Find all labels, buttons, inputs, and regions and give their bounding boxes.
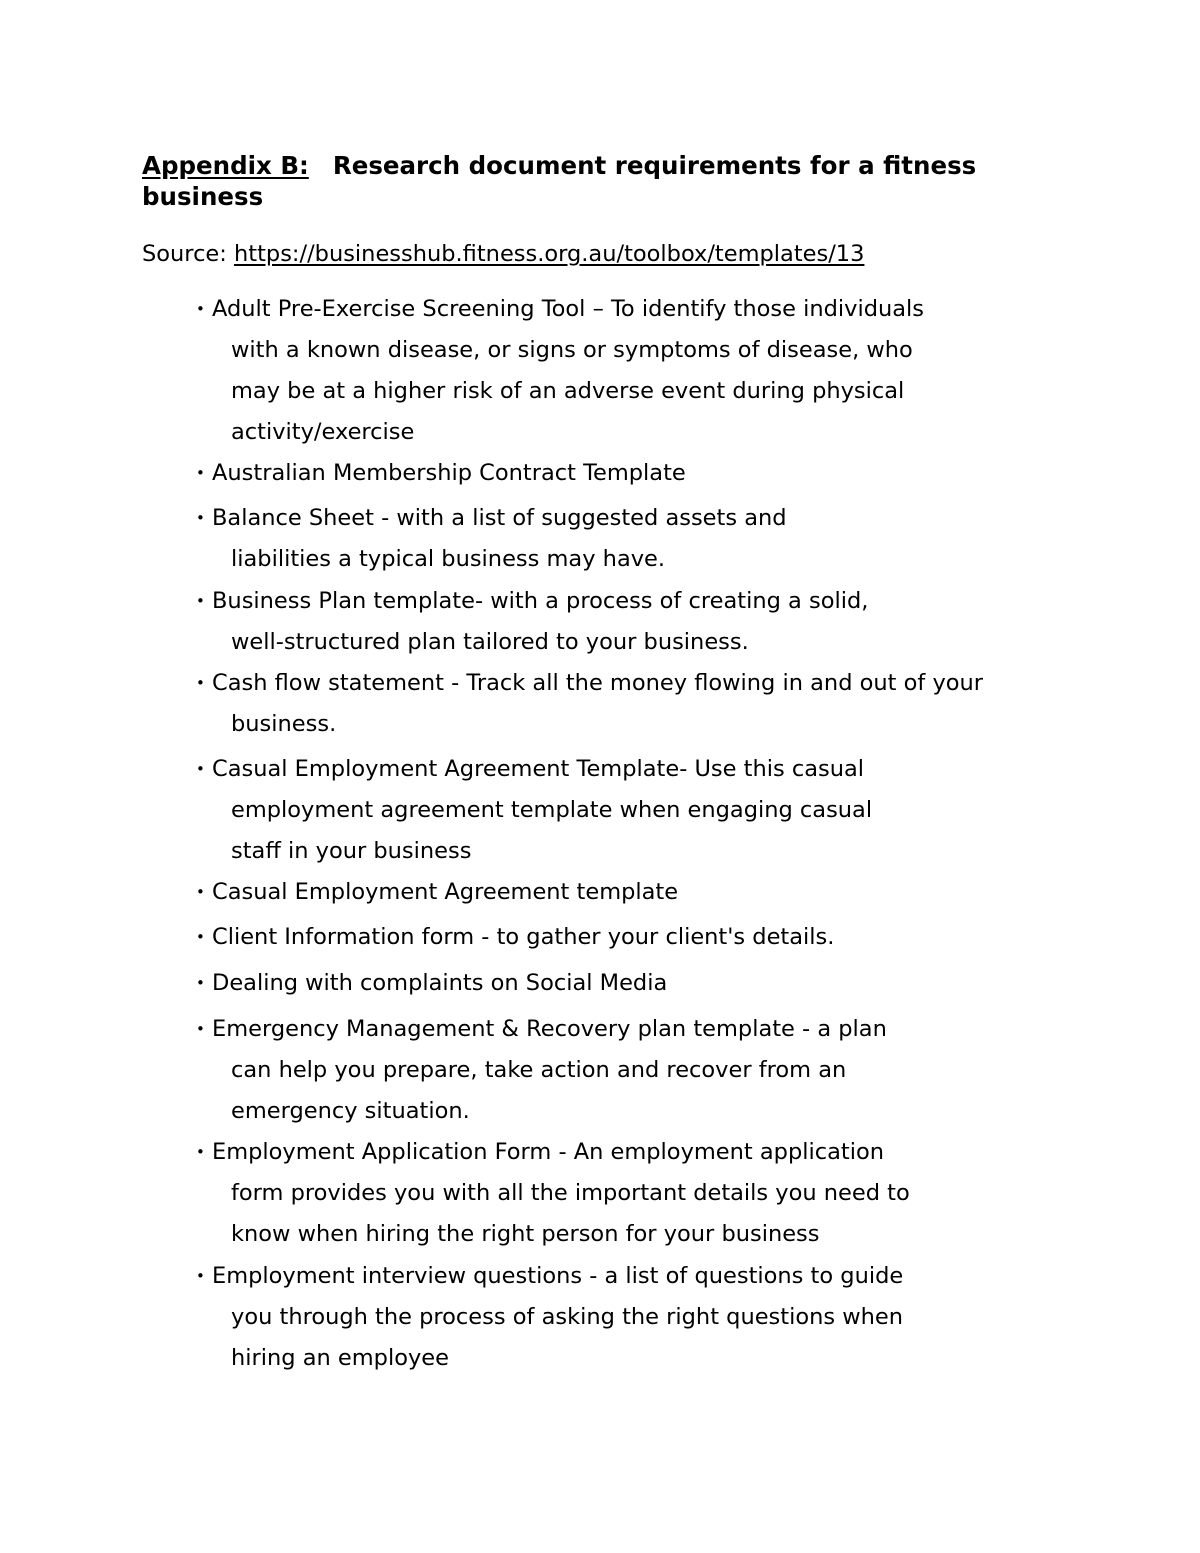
appendix-label: Appendix B: (142, 151, 309, 180)
list-item-text: Balance Sheet - with a list of suggested assets and (212, 505, 787, 531)
bullet-icon: • (196, 760, 205, 778)
appendix-heading (142, 150, 1042, 212)
source-line (142, 239, 864, 269)
bullet-icon: • (196, 300, 205, 318)
bullet-icon: • (196, 509, 205, 527)
source-link[interactable]: https://businesshub.fitness.org.au/toolbox/templates/13 (234, 241, 865, 267)
list-item-text: Casual Employment Agreement Template- Use this casual (212, 756, 865, 782)
list-item-continuation: with a known disease, or signs or symptoms of disease, who (231, 337, 913, 363)
list-item-continuation: hiring an employee (231, 1345, 449, 1371)
list-item (196, 663, 1076, 745)
list-item-text: Casual Employment Agreement template (212, 879, 679, 905)
bullet-icon: • (196, 1143, 205, 1161)
list-item-continuation: business. (231, 711, 337, 737)
list-item-continuation: employment agreement template when engaging casual (231, 797, 873, 823)
list-item-continuation: form provides you with all the important details you need to (231, 1180, 910, 1206)
list-item-text: Employment Application Form - An employment application (212, 1139, 885, 1165)
list-item (196, 872, 1076, 913)
list-item (196, 749, 1076, 872)
bullet-icon: • (196, 674, 205, 692)
list-item-continuation: staff in your business (231, 838, 472, 864)
bullet-icon: • (196, 464, 205, 482)
bullet-icon: • (196, 1020, 205, 1038)
heading-title-line1: Research document requirements for a fitness (332, 151, 977, 180)
heading-title-line2: business (142, 182, 264, 211)
list-item-continuation: activity/exercise (231, 419, 415, 445)
list-item-text: Adult Pre-Exercise Screening Tool – To identify those individuals (212, 296, 925, 322)
bullet-icon: • (196, 1267, 205, 1285)
list-item (196, 1009, 1076, 1132)
list-item-text: Australian Membership Contract Template (212, 460, 686, 486)
list-item-text: Business Plan template- with a process of creating a solid, (212, 588, 869, 614)
list-item-continuation: emergency situation. (231, 1098, 470, 1124)
list-item (196, 581, 1076, 663)
list-item (196, 498, 1076, 580)
list-item (196, 453, 1076, 494)
bullet-icon: • (196, 928, 205, 946)
list-item-text: Emergency Management & Recovery plan template - a plan (212, 1016, 887, 1042)
list-item-continuation: can help you prepare, take action and recover from an (231, 1057, 847, 1083)
source-prefix: Source: (142, 241, 235, 267)
bullet-icon: • (196, 883, 205, 901)
list-item-text: Client Information form - to gather your client's details. (212, 924, 835, 950)
bullet-icon: • (196, 974, 205, 992)
list-item-text: Dealing with complaints on Social Media (212, 970, 668, 996)
list-item-continuation: know when hiring the right person for your business (231, 1221, 820, 1247)
list-item (196, 289, 1076, 453)
list-item (196, 1256, 1076, 1379)
list-item-continuation: liabilities a typical business may have. (231, 546, 666, 572)
list-item (196, 963, 1076, 1004)
list-item-text: Employment interview questions - a list of questions to guide (212, 1263, 904, 1289)
bullet-icon: • (196, 592, 205, 610)
list-item (196, 917, 1076, 958)
list-item (196, 1132, 1076, 1255)
list-item-continuation: you through the process of asking the right questions when (231, 1304, 904, 1330)
list-item-continuation: may be at a higher risk of an adverse event during physical (231, 378, 905, 404)
list-item-text: Cash flow statement - Track all the money flowing in and out of your (212, 670, 984, 696)
list-item-continuation: well-structured plan tailored to your business. (231, 629, 749, 655)
